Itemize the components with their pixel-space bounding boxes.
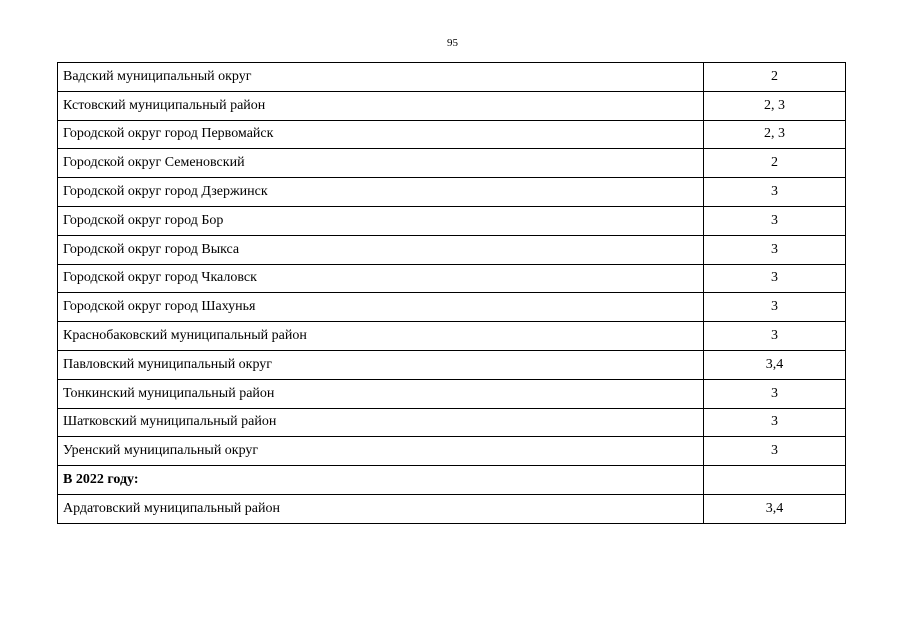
municipality-name: Городской округ город Первомайск	[58, 120, 704, 149]
table-row	[58, 408, 846, 437]
table-row	[58, 178, 846, 207]
category-value: 2, 3	[704, 120, 846, 149]
category-value: 3	[704, 437, 846, 466]
municipality-name: Городской округ город Выкса	[58, 235, 704, 264]
table-row	[58, 322, 846, 351]
table-row	[58, 264, 846, 293]
municipality-name: Городской округ город Чкаловск	[58, 264, 704, 293]
municipality-name: Павловский муниципальный округ	[58, 350, 704, 379]
municipality-name: Городской округ Семеновский	[58, 149, 704, 178]
table-row	[58, 350, 846, 379]
municipality-name: Городской округ город Бор	[58, 206, 704, 235]
table-row	[58, 91, 846, 120]
category-value: 3	[704, 264, 846, 293]
table-row	[58, 293, 846, 322]
municipality-name: Уренский муниципальный округ	[58, 437, 704, 466]
municipality-name: Вадский муниципальный округ	[58, 63, 704, 92]
section-heading-row	[58, 466, 846, 495]
municipality-table	[57, 62, 846, 524]
table-row	[58, 235, 846, 264]
table-row	[58, 379, 846, 408]
category-value: 3	[704, 293, 846, 322]
category-value: 3	[704, 206, 846, 235]
category-value: 2	[704, 63, 846, 92]
category-value: 2, 3	[704, 91, 846, 120]
municipality-name: Ардатовский муниципальный район	[58, 494, 704, 523]
municipality-name: Городской округ город Дзержинск	[58, 178, 704, 207]
table-row	[58, 437, 846, 466]
category-value: 3	[704, 235, 846, 264]
section-heading: В 2022 году:	[58, 466, 704, 495]
category-value: 3	[704, 379, 846, 408]
table-row	[58, 149, 846, 178]
municipality-name: Краснобаковский муниципальный район	[58, 322, 704, 351]
category-value: 3,4	[704, 494, 846, 523]
table-body	[58, 63, 846, 524]
municipality-name: Кстовский муниципальный район	[58, 91, 704, 120]
municipality-name: Тонкинский муниципальный район	[58, 379, 704, 408]
category-value: 2	[704, 149, 846, 178]
municipality-name: Городской округ город Шахунья	[58, 293, 704, 322]
category-value: 3	[704, 322, 846, 351]
category-value: 3	[704, 178, 846, 207]
table-row	[58, 120, 846, 149]
table-row	[58, 494, 846, 523]
municipality-name: Шатковский муниципальный район	[58, 408, 704, 437]
page-number: 95	[447, 37, 458, 49]
category-value: 3	[704, 408, 846, 437]
table-row	[58, 206, 846, 235]
category-value	[704, 466, 846, 495]
category-value: 3,4	[704, 350, 846, 379]
table-row	[58, 63, 846, 92]
